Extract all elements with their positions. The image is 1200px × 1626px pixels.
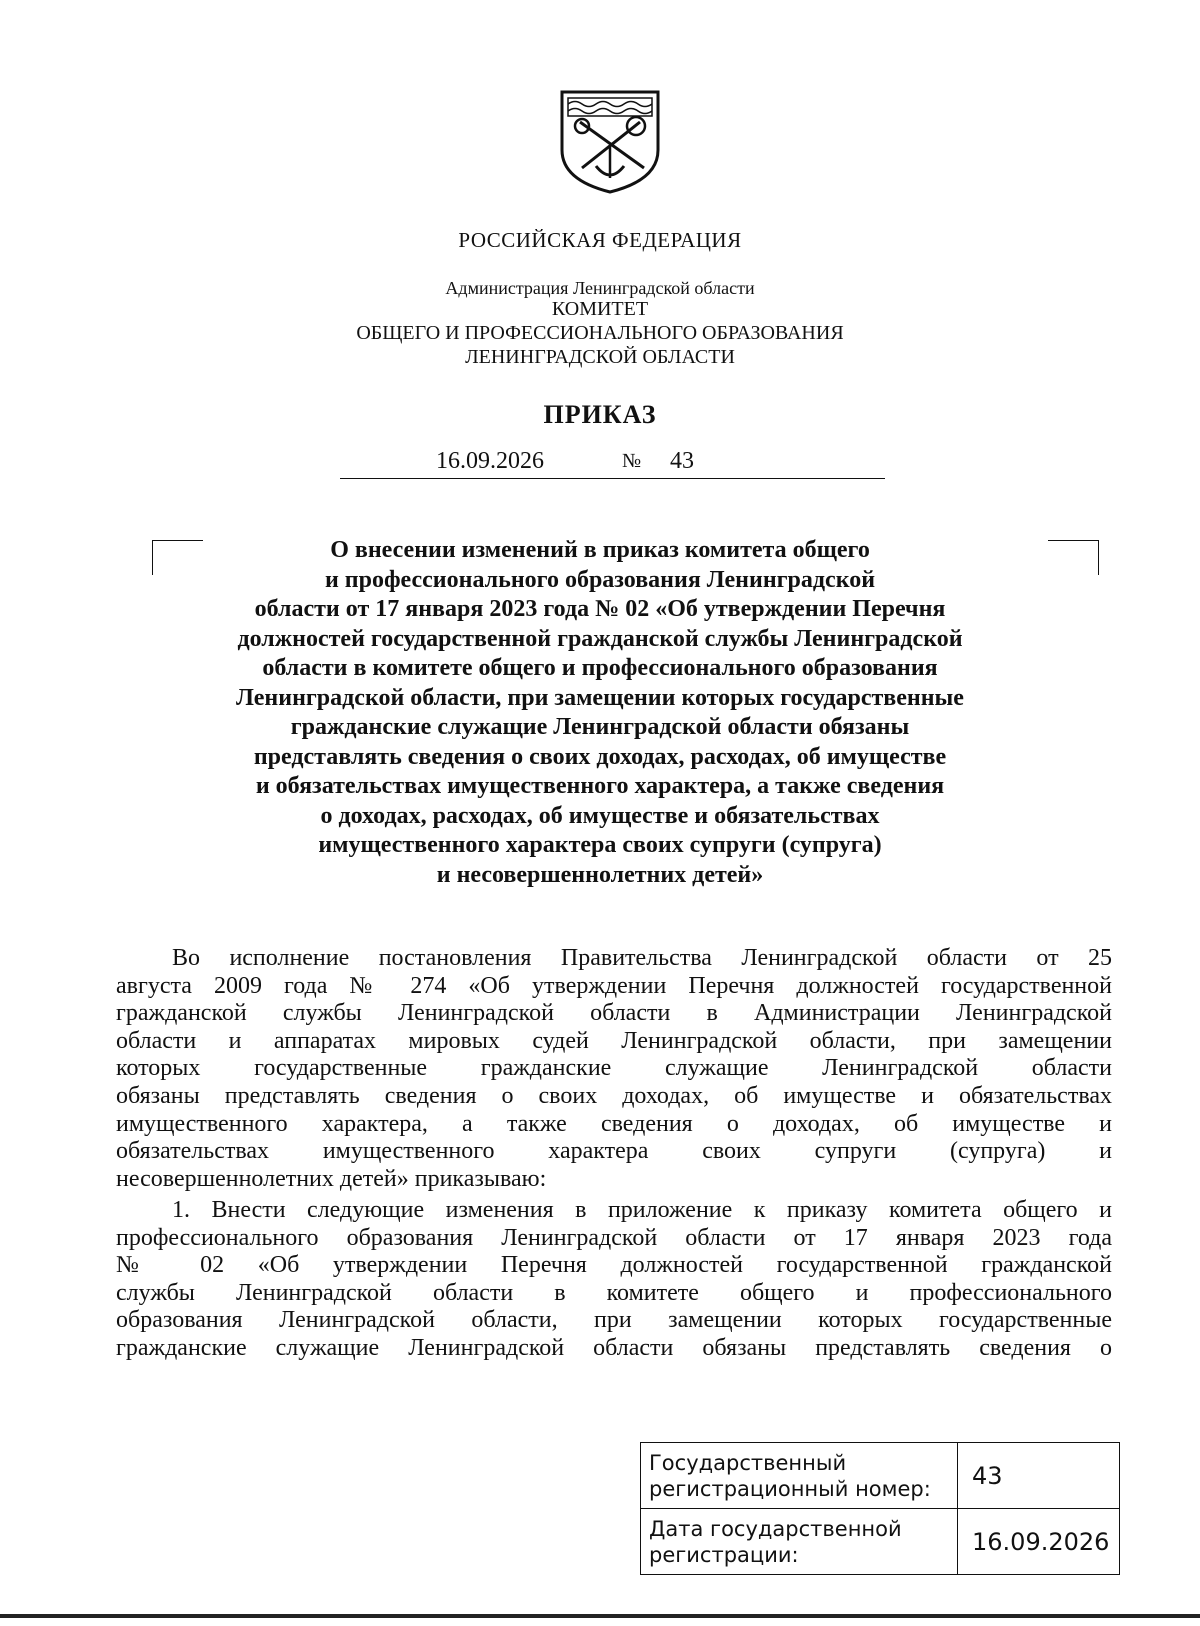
order-date-number-line bbox=[340, 444, 885, 479]
text-line: гражданской службы Ленинградской области в Администрации Ленинградской bbox=[116, 1000, 1112, 1027]
heading-line: и несовершеннолетних детей» bbox=[436, 861, 764, 888]
table-row bbox=[641, 1443, 1120, 1509]
heading-line: должностей государственной гражданской службы Ленинградской bbox=[237, 625, 963, 652]
table-row bbox=[641, 1509, 1120, 1575]
registration-date-value: 16.09.2026 bbox=[958, 1509, 1120, 1575]
text-line: которых государственные гражданские служащие Ленинградской области bbox=[116, 1055, 1112, 1082]
committee-line: КОМИТЕТ bbox=[551, 298, 649, 320]
preamble-paragraph bbox=[116, 945, 1112, 1193]
heading-line: гражданские служащие Ленинградской области обязаны bbox=[290, 714, 910, 740]
text-line: профессионального образования Ленинградской области от 17 января 2023 года bbox=[116, 1224, 1112, 1251]
text-line: 1. Внести следующие изменения в приложение к приказу комитета общего и bbox=[172, 1197, 1112, 1223]
text-line: несовершеннолетних детей» приказываю: bbox=[116, 1165, 547, 1192]
heading-line: области от 17 января 2023 года № 02 «Об утверждении Перечня bbox=[254, 596, 946, 622]
heading-line: области в комитете общего и профессионального образования bbox=[262, 655, 938, 681]
text-line: образования Ленинградской области, при замещении которых государственные bbox=[116, 1307, 1112, 1334]
number-sign: № bbox=[622, 450, 642, 472]
order-heading bbox=[150, 536, 1050, 890]
heading-line: Ленинградской области, при замещении которых государственные bbox=[236, 684, 964, 711]
heading-line: и обязательствах имущественного характера, а также сведения bbox=[255, 773, 945, 799]
item-1-paragraph bbox=[116, 1197, 1112, 1363]
text-line: августа 2009 года № 274 «Об утверждении Перечня должностей государственной bbox=[116, 972, 1112, 999]
heading-line: и профессионального образования Ленинградской bbox=[324, 566, 876, 593]
text-line: Во исполнение постановления Правительства Ленинградской области от 25 bbox=[172, 945, 1112, 971]
document-type: ПРИКАЗ bbox=[543, 400, 657, 429]
heading-line: О внесении изменений в приказ комитета общего bbox=[330, 537, 870, 563]
heading-line: имущественного характера своих супруги (супруга) bbox=[318, 832, 882, 858]
order-number: 43 bbox=[670, 448, 694, 474]
committee-line: ЛЕНИНГРАДСКОЙ ОБЛАСТИ bbox=[465, 346, 735, 368]
heading-line: о доходах, расходах, об имуществе и обязательствах bbox=[320, 802, 880, 829]
administration-name: Администрация Ленинградской области bbox=[445, 278, 755, 298]
heading-corner-mark-right bbox=[1048, 540, 1099, 575]
heading-line: представлять сведения о своих доходах, расходах, об имуществе bbox=[253, 743, 947, 770]
text-line: имущественного характера, а также сведения о доходах, об имуществе и bbox=[116, 1110, 1112, 1137]
text-line: области и аппаратах мировых судей Ленинградской области, при замещении bbox=[116, 1027, 1112, 1054]
page-bottom-rule bbox=[0, 1614, 1200, 1618]
registration-number-label: Государственный регистрационный номер: bbox=[641, 1443, 958, 1509]
text-line: обязаны представлять сведения о своих доходах, об имуществе и обязательствах bbox=[116, 1082, 1112, 1109]
text-line: гражданские служащие Ленинградской области обязаны представлять сведения о bbox=[116, 1334, 1112, 1361]
country-name: РОССИЙСКАЯ ФЕДЕРАЦИЯ bbox=[458, 228, 742, 252]
registration-date-label: Дата государственной регистрации: bbox=[641, 1509, 958, 1575]
text-line: № 02 «Об утверждении Перечня должностей государственной гражданской bbox=[116, 1252, 1112, 1279]
text-line: службы Ленинградской области в комитете общего и профессионального bbox=[116, 1279, 1112, 1306]
registration-stamp-table bbox=[640, 1442, 1120, 1575]
registration-number-value: 43 bbox=[958, 1443, 1120, 1509]
order-date: 16.09.2026 bbox=[436, 448, 544, 474]
committee-line: ОБЩЕГО И ПРОФЕССИОНАЛЬНОГО ОБРАЗОВАНИЯ bbox=[356, 322, 844, 344]
leningrad-oblast-coat-of-arms-icon bbox=[556, 88, 664, 196]
text-line: обязательствах имущественного характера своих супруги (супруга) и bbox=[116, 1138, 1112, 1165]
